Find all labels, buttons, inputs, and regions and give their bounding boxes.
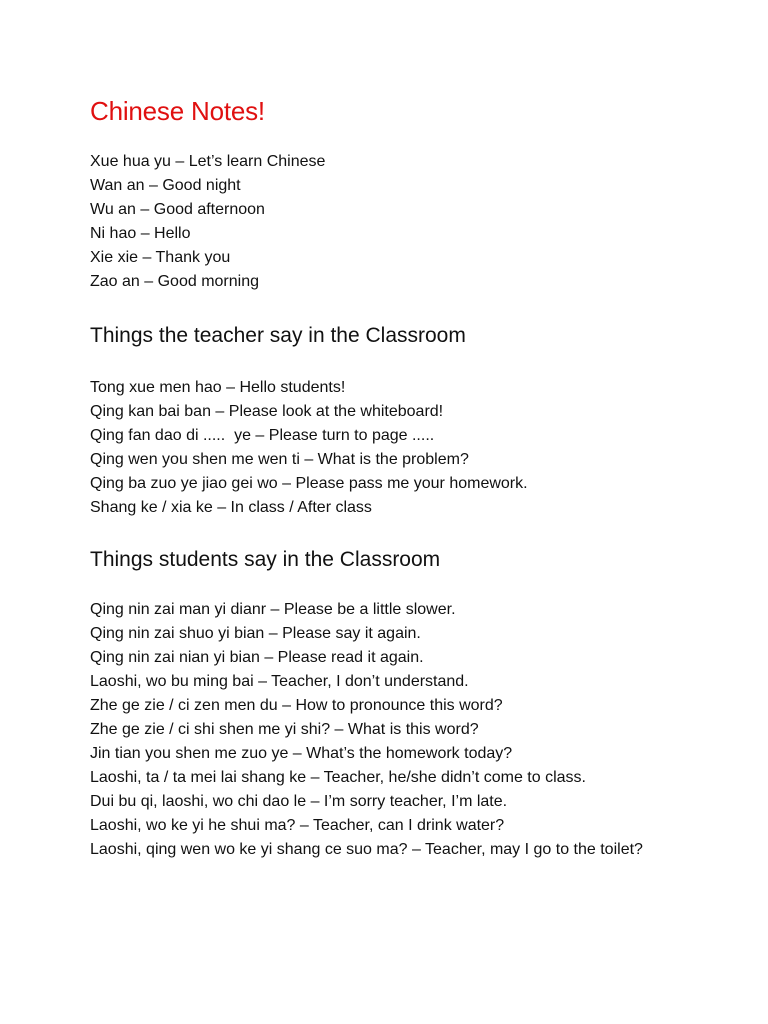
greeting-line: Wan an – Good night [90, 177, 241, 194]
student-phrase-line: Dui bu qi, laoshi, wo chi dao le – I’m sorry teacher, I’m late. [90, 793, 508, 810]
teacher-phrase-line: Qing wen you shen me wen ti – What is the problem? [90, 451, 469, 468]
document-page [90, 92, 730, 862]
teacher-section-heading: Things the teacher say in the Classroom [90, 324, 466, 347]
teacher-phrase-line: Shang ke / xia ke – In class / After class [90, 499, 372, 516]
teacher-phrase-line: Tong xue men hao – Hello students! [90, 379, 346, 396]
teacher-phrase-line: Qing fan dao di ..... ye – Please turn to page ..... [90, 427, 435, 444]
student-phrase-line: Laoshi, wo bu ming bai – Teacher, I don’t understand. [90, 673, 469, 690]
student-phrase-line: Zhe ge zie / ci zen men du – How to pronounce this word? [90, 697, 503, 714]
greetings-list [90, 150, 730, 294]
greeting-line: Wu an – Good afternoon [90, 201, 265, 218]
student-phrase-line: Laoshi, wo ke yi he shui ma? – Teacher, can I drink water? [90, 817, 505, 834]
student-phrases-list [90, 598, 730, 862]
greeting-line: Xie xie – Thank you [90, 249, 231, 266]
students-section-heading: Things students say in the Classroom [90, 548, 441, 571]
student-phrase-line: Jin tian you shen me zuo ye – What’s the homework today? [90, 745, 513, 762]
teacher-phrases-list [90, 376, 730, 520]
teacher-phrase-line: Qing ba zuo ye jiao gei wo – Please pass me your homework. [90, 475, 528, 492]
document-title: Chinese Notes! [90, 96, 265, 126]
greeting-line: Ni hao – Hello [90, 225, 191, 242]
student-phrase-line: Qing nin zai nian yi bian – Please read it again. [90, 649, 424, 666]
greeting-line: Zao an – Good morning [90, 273, 259, 290]
student-phrase-line: Laoshi, qing wen wo ke yi shang ce suo ma? – Teacher, may I go to the toilet? [90, 841, 643, 858]
student-phrase-line: Laoshi, ta / ta mei lai shang ke – Teacher, he/she didn’t come to class. [90, 769, 586, 786]
teacher-phrase-line: Qing kan bai ban – Please look at the whiteboard! [90, 403, 444, 420]
student-phrase-line: Zhe ge zie / ci shi shen me yi shi? – What is this word? [90, 721, 479, 738]
greeting-line: Xue hua yu – Let’s learn Chinese [90, 153, 326, 170]
student-phrase-line: Qing nin zai shuo yi bian – Please say it again. [90, 625, 421, 642]
student-phrase-line: Qing nin zai man yi dianr – Please be a little slower. [90, 601, 456, 618]
